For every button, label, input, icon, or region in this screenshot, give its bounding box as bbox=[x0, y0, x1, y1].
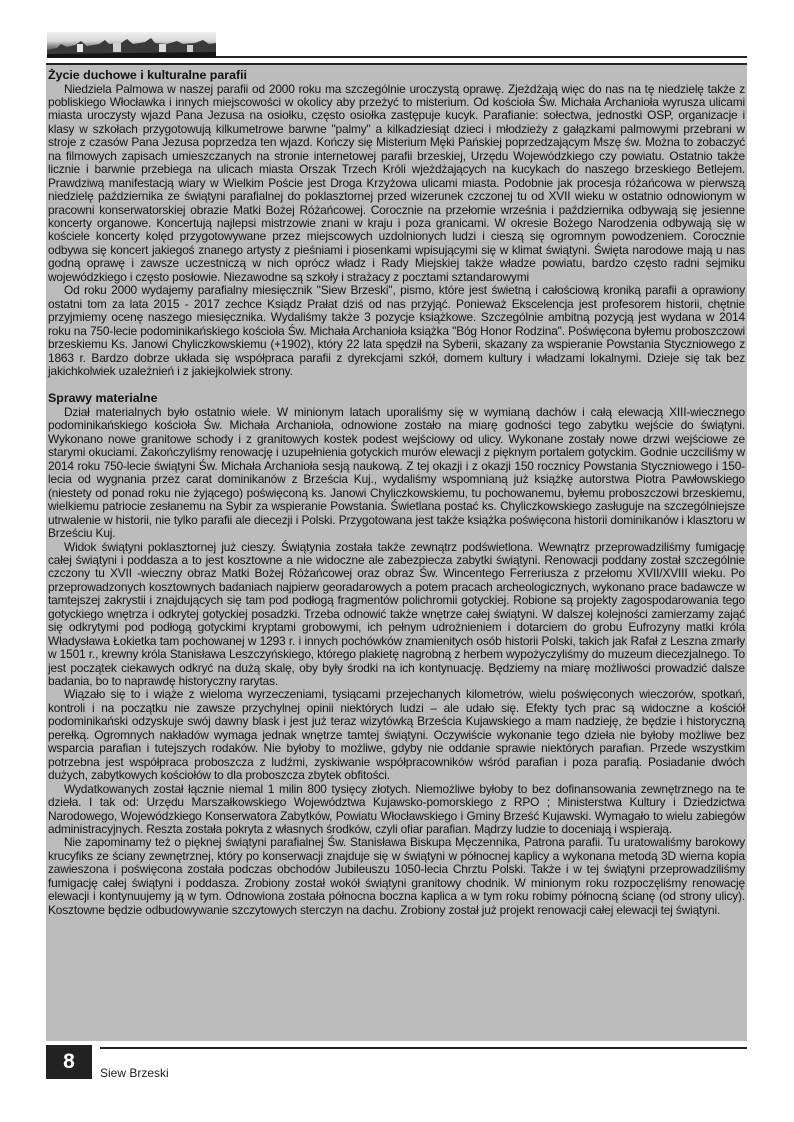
page-number: 8 bbox=[46, 1045, 92, 1079]
paragraph: Od roku 2000 wydajemy parafialny miesięcznik "Siew Brzeski", pismo, które jest świetną i całościową kroniką parafii a oprawiony ostatni tom za lata 2015 - 2017 zechce Ksiądz Prałat dziś od nas przyjąć. Ponieważ Ekscelencja jest profesorem historii, chętnie przyjmiemy ocenę naszego miesięcznika. Wydaliśmy także 3 pozycje książkowe. Szczególnie ambitną pozycją jest wydana w 2014 roku na 750-lecie podominikańskiego kościoła Św. Michała Archanioła książka "Bóg Honor Rodzina". Poświęcona byłemu proboszczowi brzeskiemu Ks. Janowi Chyliczkowskiemu (+1902), który 22 lata spędził na Syberii, skazany za wspieranie Powstania Styczniowego z 1863 r. Bardzo dobrze układa się współpraca parafii z dyrekcjami szkół, domem kultury i władzami lokalnymi. Dzieje się tak bez jakichkolwiek uzależnień i z jakiejkolwiek strony. bbox=[48, 283, 745, 379]
section-title-material-matters: Sprawy materialne bbox=[48, 391, 158, 406]
paragraph: Wiązało się to i wiąże z wieloma wyrzeczeniami, tysiącami przejechanych kilometrów, wielu poświęconych wieczorów, spotkań, kontroli i na początku nie zawsze przychylnej opinii niektórych ludzi – ale udało się. Efekty tych prac są widoczne a kościół podominikański odzyskuje swój dawny blask i jest już teraz wizytówką Brześcia Kujawskiego a mam nadzieję, że będzie i historyczną perełką. Ogromnych nakładów wymaga jednak wnętrze tamtej świątyni. Oczywiście wykonanie tego dzieła nie byłoby możliwe bez wsparcia parafian i tutejszych rodaków. Nie byłoby to możliwe, gdyby nie oddanie sprawie niektórych parafian. Przede wszystkim potrzebna jest współpraca proboszcza z ludźmi, zyskiwanie współpracowników wśród parafian i poza parafią. Posiadanie dwóch dużych, zabytkowych kościołów to dla proboszcza zbytek obfitości. bbox=[48, 687, 745, 783]
publication-name: Siew Brzeski bbox=[100, 1066, 169, 1080]
article-body bbox=[46, 63, 747, 1041]
section-title-spiritual-life: Życie duchowe i kulturalne parafii bbox=[48, 68, 247, 82]
paragraph: Niedziela Palmowa w naszej parafii od 2000 roku ma szczególnie uroczystą oprawę. Zjeżdżają więc do nas na tę niedzielę także z pobliskiego Włocławka i innych miejscowości w okolicy aby przeżyć to misterium. Od kościoła Św. Michała Archanioła wyrusza ulicami miasta uroczysty wjazd Pana Jezusa na osiołku, często osiołka zastępuje kucyk. Parafianie: sołectwa, jednostki OSP, organizacje i klasy w szkołach przygotowują kilkumetrowe barwne "palmy" a kilkadziesiąt dzieci i młodzieży z gałązkami palmowymi przebrani w stroje z czasów Pana Jezusa poprzedza ten wjazd. Kończy się Misterium Męki Pańskiej poprzedzającym Mszę św. Można to zobaczyć na filmowych zapisach umieszczanych na stronie internetowej parafii brzeskiej, Urzędu Wojewódzkiego czy powiatu. Ostatnio także licznie i barwnie przebiega na ulicach miasta Orszak Trzech Króli wjeżdżających na kucykach do naszego brzeskiego Betlejem. Prawdziwą manifestacją wiary w Wielkim Poście jest Droga Krzyżowa ulicami miasta. Podobnie jak procesja różańcowa w pierwszą niedzielę października ze świątyni parafialnej do poklasztornej przed wizerunek czczonej tu od XVII wieku w ostatnio odnowionym w pracowni konserwatorskiej obrazie Matki Bożej Różańcowej. Corocznie na przełomie września i października odbywają się jesienne koncerty organowe. Koncertują najlepsi mistrzowie znani w kraju i poza granicami. W okresie Bożego Narodzenia odbywają się w kościele koncerty kolęd przygotowywane przez miejscowych uzdolnionych ludzi i cieszą się ogromnym powodzeniem. Corocznie odbywa się koncert jakiegoś znanego artysty z pieśniami i piosenkami wpisującymi się w klimat świątyni. Święta narodowe mają u nas godną oprawę i zawsze uczestniczą w nich oprócz władz i Rady Miejskiej także władze powiatu, bardzo często radni sejmiku wojewódzkiego i często posłowie. Niezawodne są szkoły i strażacy z pocztami sztandarowymi bbox=[48, 81, 745, 284]
footer-rule bbox=[100, 1047, 747, 1049]
paragraph: Wydatkowanych został łącznie niemal 1 milin 800 tysięcy złotych. Niemożliwe byłoby to bez dofinansowania zewnętrznego na te dzieła. I tak od: Urzędu Marszałkowskiego Województwa Kujawsko-pomorskiego z RPO ; Ministerstwa Kultury i Dziedzictwa Narodowego, Wojewódzkiego Konserwatora Zabytków, Powiatu Włocławskiego i Gminy Brześć Kujawski. Wymagało to wielu zabiegów administracyjnych. Reszta została pokryta z własnych środków, czyli ofiar parafian. Mądrzy ludzie to doceniają i wspierają. bbox=[48, 781, 745, 837]
header-photo-banner bbox=[47, 32, 216, 58]
paragraph: Nie zapominamy też o pięknej świątyni parafialnej Św. Stanisława Biskupa Męczennika, Patrona parafii. Tu uratowaliśmy barokowy krucyfiks ze ściany zewnętrznej, który po konserwacji znajduje się w świątyni w północnej kaplicy a wykonana metodą 3D wierna kopia zawieszona i poświęcona została podczas obchodów Jubileuszu 1050-lecia Chrztu Polski. Także i w tej świątyni przeprowadziliśmy fumigację całej świątyni i poddasza. Zrobiony został wokół świątyni granitowy chodnik. W minionym roku rozpoczęliśmy renowację elewacji i kontynuujemy ją w tym. Odnowiona została północna boczna kaplica a w tym roku robimy północną ścianę (od strony ulicy). Kosztowne będzie odbudowywanie szczytowych sterczyn na dachu. Zrobiony został już projekt renowacji całej elewacji tej świątyni. bbox=[48, 835, 745, 917]
paragraph: Dział materialnych było ostatnio wiele. W minionym latach uporaliśmy się w wymianą dachów i całą elewacją XIII-wiecznego podominikańskiego kościoła Św. Michała Archanioła, odnowione zostało na miarę godności tego zabytku wejście do świątyni. Wykonano nowe granitowe schody i z granitowych kostek podest wejściowy od ulicy. Wykonane zostały nowe drzwi wejściowe ze starymi okuciami. Zakończyliśmy renowację i uzupełnienia gotyckich murów elewacji z pięknym portalem gotyckim. Godnie uczciliśmy w 2014 roku 750-lecie świątyni Św. Michała Archanioła sesją naukową. Z tej okazji i z okazji 150 rocznicy Powstania Styczniowego i 150-lecia od wygnania przez carat dominikanów z Brześcia Kuj., wydaliśmy wspomnianą już książkę autorstwa Piotra Pawłowskiego (niestety od ponad roku nie żyjącego) poświęconą ks. Janowi Chyliczkowskiemu, tu pochowanemu, byłemu proboszczowi brzeskiemu, wielkiemu patriocie zesłanemu na Sybir za wspieranie Powstania. Świetlana postać ks. Chyliczkowskiego zasługuje na szczególniejsze utrwalenie w historii, nie tylko parafii ale diecezji i Polski. Przygotowana jest także książka poświęcona historii dominikanów i klasztoru w Brześciu Kuj. bbox=[48, 404, 745, 541]
paragraph: Widok świątyni poklasztornej już cieszy. Świątynia została także zewnątrz podświetlona. Wewnątrz przeprowadziliśmy fumigację całej świątyni i poddasza a to jest kosztowne a nie widoczne ale zabezpiecza zabytki świątyni. Renowacji poddany został szczególnie czczony tu XVII -wieczny obraz Matki Bożej Różańcowej oraz obraz Św. Wincentego Ferreriusza z przełomu XVII/XVIII wieku. Po przeprowadzonych kosztownych badaniach najpierw georadarowych a potem pracach archeologicznych, wykonano prace badawcze w tamtejszej zakrystii i znajdujących się tam pod podłogą fragmentów polichromii gotyckiej. Robione są projekty zagospodarowania tego gotyckiego wnętrza i odkrytej gotyckiej posadzki. Trzeba odnowić także wnętrze całej świątyni. W dalszej kolejności zamierzamy zająć się odkrytymi pod podłogą gotyckimi kryptami grobowymi, ich pełnym udrożnieniem i dotarciem do grobu Eufrozyny matki króla Władysława Łokietka tam pochowanej w 1293 r. i innych pochówków znamienitych osób historii Polski, takich jak Rafał z Leszna zmarły w 1501 r., krewny króla Stanisława Leszczyńskiego, którego plakietę nagrobną z herbem wypożyczyliśmy do muzeum diecezjalnego. To jest początek ciekawych odkryć na dużą skalę, oby były środki na ich kontynuację. Będziemy na miarę możliwości prowadzić dalsze badania, bo to naprawdę historyczny rarytas. bbox=[48, 539, 745, 689]
header-rule bbox=[216, 56, 747, 58]
town-skyline-image bbox=[47, 32, 216, 58]
